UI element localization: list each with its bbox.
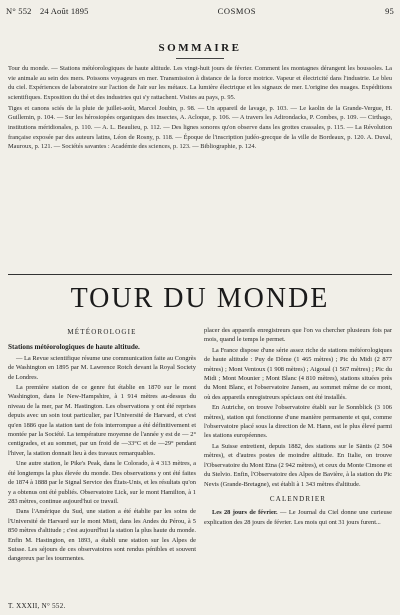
footer-volume: T. XXXII, N° 552.	[8, 602, 66, 610]
page-number: 95	[385, 6, 394, 16]
left-column	[8, 326, 196, 596]
article-paragraph: Dans l'Amérique du Sud, une station a été établie par les soins de l'Université de Harvard sur le mont Misti, dans les Andes du Pérou, à 5 850 mètres d'altitude ; c'est aujourd'hui la station la plus haute du monde. Enfin M. Hastington, en 1893, a établi une station sur les Alpes de Suisse. Les séjours de ces observatoires sont rendus pénibles et souvent dangereux par les tourmentes.	[8, 508, 196, 563]
journal-name: COSMOS	[217, 6, 257, 16]
article-title: Stations météorologiques de haute altitude.	[8, 343, 140, 352]
title-divider	[8, 274, 392, 275]
sommaire-divider	[176, 58, 224, 59]
main-title: TOUR DU MONDE	[70, 283, 330, 314]
issue-number: N° 552	[6, 6, 32, 16]
article-paragraph: La Suisse entretient, depuis 1882, des stations sur le Säntis (2 504 mètres), et d'autres postes de moindre altitude. En Italie, on trouve l'Observatoire du Mont Etna (2 942 mètres), et ceux du Monte Cimone et du Stelvio. Enfin, l'Observatoire des Alpes de Bavière, à la station du Pic Nevis (Grande-Bretagne), est établi à 1 343 mètres d'altitude.	[204, 442, 392, 488]
issue-date: 24 Août 1895	[39, 6, 89, 16]
issue-info	[6, 6, 89, 16]
calendar-paragraph	[204, 508, 392, 527]
running-head	[6, 4, 394, 18]
sommaire-paragraph: Tour du monde. — Stations météorologiques de haute altitude. Les vingt-huit jours de février. Comment les montagnes dérangent les boussoles. La vie animale au sein des mers. Poissons voyageurs en mer. Transmission à distance de la force motrice. Vapeur et électricité dans l'industrie. Le bleu du ciel. Expériences de laboratoire sur l'action de l'air sur les métaux. La lumière électrique et les signaux de mer. L'origine des nuages. Expéditions scientifiques. Exposition du thé et des industries qui s'y rattachent. Visites au pays, p. 95.	[8, 65, 392, 101]
article-paragraph: En Autriche, on trouve l'observatoire établi sur le Sonnblick (3 106 mètres), station qui fonctionne d'une manière permanente et qui, comme l'observatoire placé sous la direction de M. Hann, est le plus élevé parmi les stations européennes.	[204, 404, 392, 440]
section-heading: MÉTÉOROLOGIE	[67, 328, 137, 336]
article-paragraph: La France dispose d'une série assez riche de stations météorologiques de haute altitude : Puy de Dôme (1 465 mètres) ; Pic du Midi (2 877 mètres) ; Mont Ventoux (1 908 mètres) ; Aigoual (1 567 mètres) ; Pic du Midi ; Mont Mounier ; Mont Blanc (4 810 mètres), stations situées près du Mont Blanc, et l'observatoire Jansen, au sommet même de ce mont, où des appareils enregistreurs spéciaux ont été installés.	[204, 346, 392, 401]
article-paragraph: placer des appareils enregistreurs que l'on va chercher plusieurs fois par mois, quand le temps le permet.	[204, 327, 392, 344]
article-paragraph: La première station de ce genre fut établie en 1870 sur le mont Washington, dans le New-Hampshire, à 1 914 mètres au-dessus du niveau de la mer, par M. Hastington. Les observations y ont été reprises depuis avec un soin tout particulier, par l'Université de Harvard, et c'est qu'en 1886 que la station tant de fois interrompue a été définitivement et montée par la Société. La température moyenne de l'année y est de — 2° centigrades, et au sommet, par un froid de —33°C et de —29° pendant l'hiver, la station donnait lieu à des travaux remarquables.	[8, 384, 196, 457]
calendar-text: — Le Journal du Ciel donne une curieuse explication des 28 jours de février. Les mois qui ont 31 jours furent...	[204, 509, 392, 526]
sommaire-heading: SOMMAIRE	[158, 42, 242, 54]
sommaire-body	[8, 64, 392, 264]
right-column	[204, 326, 392, 596]
article-paragraph: — La Revue scientifique résume une communication faite au Congrès de Washington en 1895 par M. Lawrence Rotch devant la Royal Society de Londres.	[8, 354, 196, 381]
article-paragraph: Une autre station, le Pike's Peak, dans le Colorado, à 4 313 mètres, a été longtemps la plus élevée du monde. Des observations y ont été faites de 1874 à 1888 par le Signal Service des États-Unis, et les résultats qu'on y a obtenus ont été publiés. Observatoire Lick, sur le mont Hamilton, à 1 283 mètres, continue aujourd'hui ce travail.	[8, 460, 196, 505]
sommaire-paragraph: Tiges et canons sciés de la pluie de juillet-août, Marcel Joubin, p. 98. — Un appareil de lavage, p. 103. — Le kaolin de la Grande-Vergue, H. Guillemin, p. 104. — Sur les hérosiopées organiques des insectes, A. Acloque, p. 106. — A travers les Adirondacks, P. Combes, p. 109. — Cirthago, institutions méridionales, p. 110. — A. L. Beaulieu, p. 112. — Des lignes sonores qu'on observe dans les grottes crassales, p. 115. — La Révolution française exposée par des auteurs latins, Léon de Rosny, p. 118. — Époque de l'inscription judéo-grecque de la ville de Bordeaux, p. 120. A. Duval, Mauroux, p. 121. — Sociétés savantes : Académie des sciences, p. 123. — Bibliographie, p. 124.	[8, 104, 392, 151]
calendar-heading: CALENDRIER	[269, 494, 327, 503]
calendar-article-title: Les 28 jours de février.	[212, 509, 278, 517]
